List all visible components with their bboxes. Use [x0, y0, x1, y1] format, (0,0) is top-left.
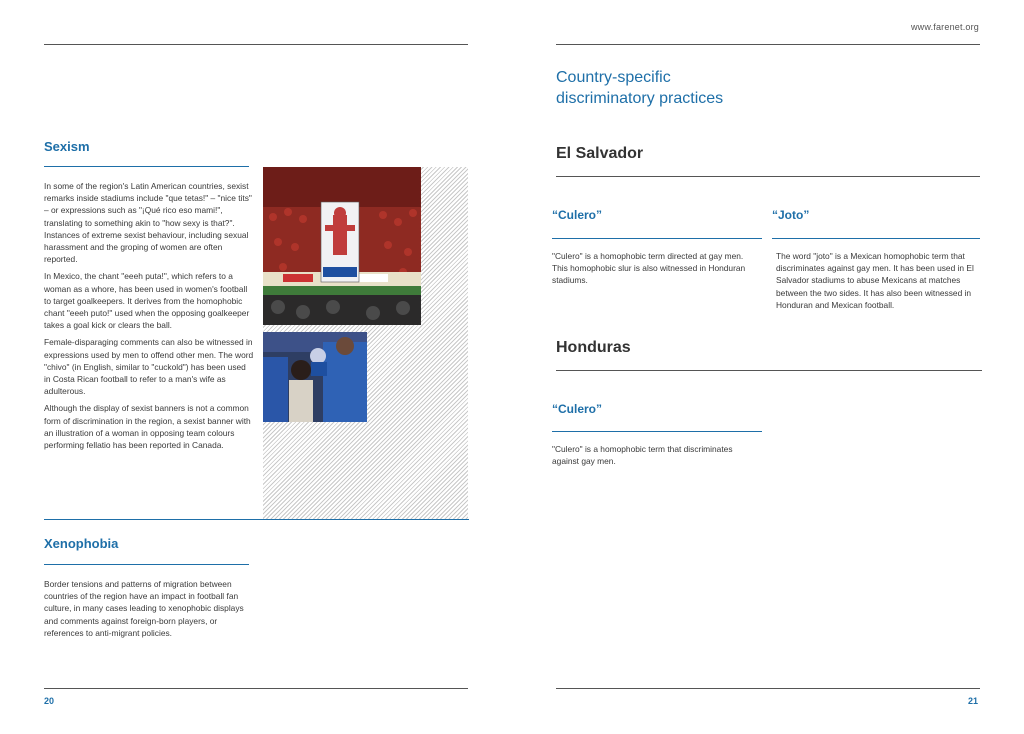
- term-description: "Culero" is a homophobic term that discriminates against gay men.: [552, 444, 733, 467]
- sexism-paragraph: In some of the region's Latin American countries, sexist remarks inside stadiums include "que tetas!" – "nice tits" – or expressions such as "¡Qué rico eso mami!", translating to something akin to "how sexy is that?". Instances of extreme sexist behaviour, including sexual harassment and the groping of women are often reported.: [44, 181, 252, 265]
- term-rule: [772, 238, 980, 239]
- page-number-right: 21: [968, 696, 979, 706]
- site-url[interactable]: www.farenet.org: [910, 22, 979, 32]
- sexism-body: [44, 180, 254, 456]
- xenophobia-title: Xenophobia: [44, 536, 119, 551]
- page-heading: Country-specific discriminatory practices: [556, 69, 724, 107]
- el-salvador-rule: [556, 176, 980, 177]
- sexism-paragraph: Female-disparaging comments can also be witnessed in expressions used by men to offend other men. The word "chivo" (in English, similar to "cuckold") has been used in Costa Rican football to refer to a man's wife as adulterous.: [44, 337, 254, 397]
- term-joto: “Joto”: [772, 208, 810, 222]
- country-honduras: Honduras: [556, 339, 631, 356]
- term-rule: [552, 431, 762, 432]
- country-el-salvador: El Salvador: [556, 145, 644, 162]
- xenophobia-paragraph: Border tensions and patterns of migration between countries of the region have an impact in football fan culture, in many cases leading to xenophobic displays and comments against foreign-born players, or references to anti-migrant policies.: [44, 579, 244, 638]
- term-culero-honduras: “Culero”: [552, 402, 603, 416]
- term-description: The word "joto" is a Mexican homophobic term that discriminates against gay men. It has been used in El Salvador stadiums to abuse Mexicans at matches between the two sides. It has also been witnessed in Honduran and Mexican football.: [776, 251, 974, 310]
- xenophobia-body: [44, 578, 256, 644]
- sexism-paragraph: In Mexico, the chant "eeeh puta!", which refers to a woman as a whore, has been used in women's football to target goalkeepers. It derives from the homophobic chant "eeeh puto!" used when the opposing goalkeeper takes a goal kick or clears the ball.: [44, 271, 250, 331]
- fans-photo: [263, 332, 367, 422]
- term-rule: [552, 238, 762, 239]
- left-top-rule: [44, 44, 468, 45]
- honduras-rule: [556, 370, 982, 371]
- right-bottom-rule: [556, 688, 980, 689]
- stadium-crowd-photo: [263, 167, 421, 325]
- sexism-bottom-rule: [44, 519, 469, 520]
- sexism-paragraph: Although the display of sexist banners is not a common form of discrimination in the region, a sexist banner with an illustration of a woman in opposing team colours performing fellatio has been reported in Canada.: [44, 403, 251, 451]
- page-number-left: 20: [44, 696, 55, 706]
- sexism-title: Sexism: [44, 139, 90, 154]
- term-description: "Culero" is a homophobic term directed at gay men. This homophobic slur is also witnessed in Honduran stadiums.: [552, 251, 746, 286]
- left-bottom-rule: [44, 688, 468, 689]
- xenophobia-title-rule: [44, 564, 249, 565]
- term-culero-el-salvador: “Culero”: [552, 208, 603, 222]
- sexism-title-rule: [44, 166, 249, 167]
- right-top-rule: [556, 44, 980, 45]
